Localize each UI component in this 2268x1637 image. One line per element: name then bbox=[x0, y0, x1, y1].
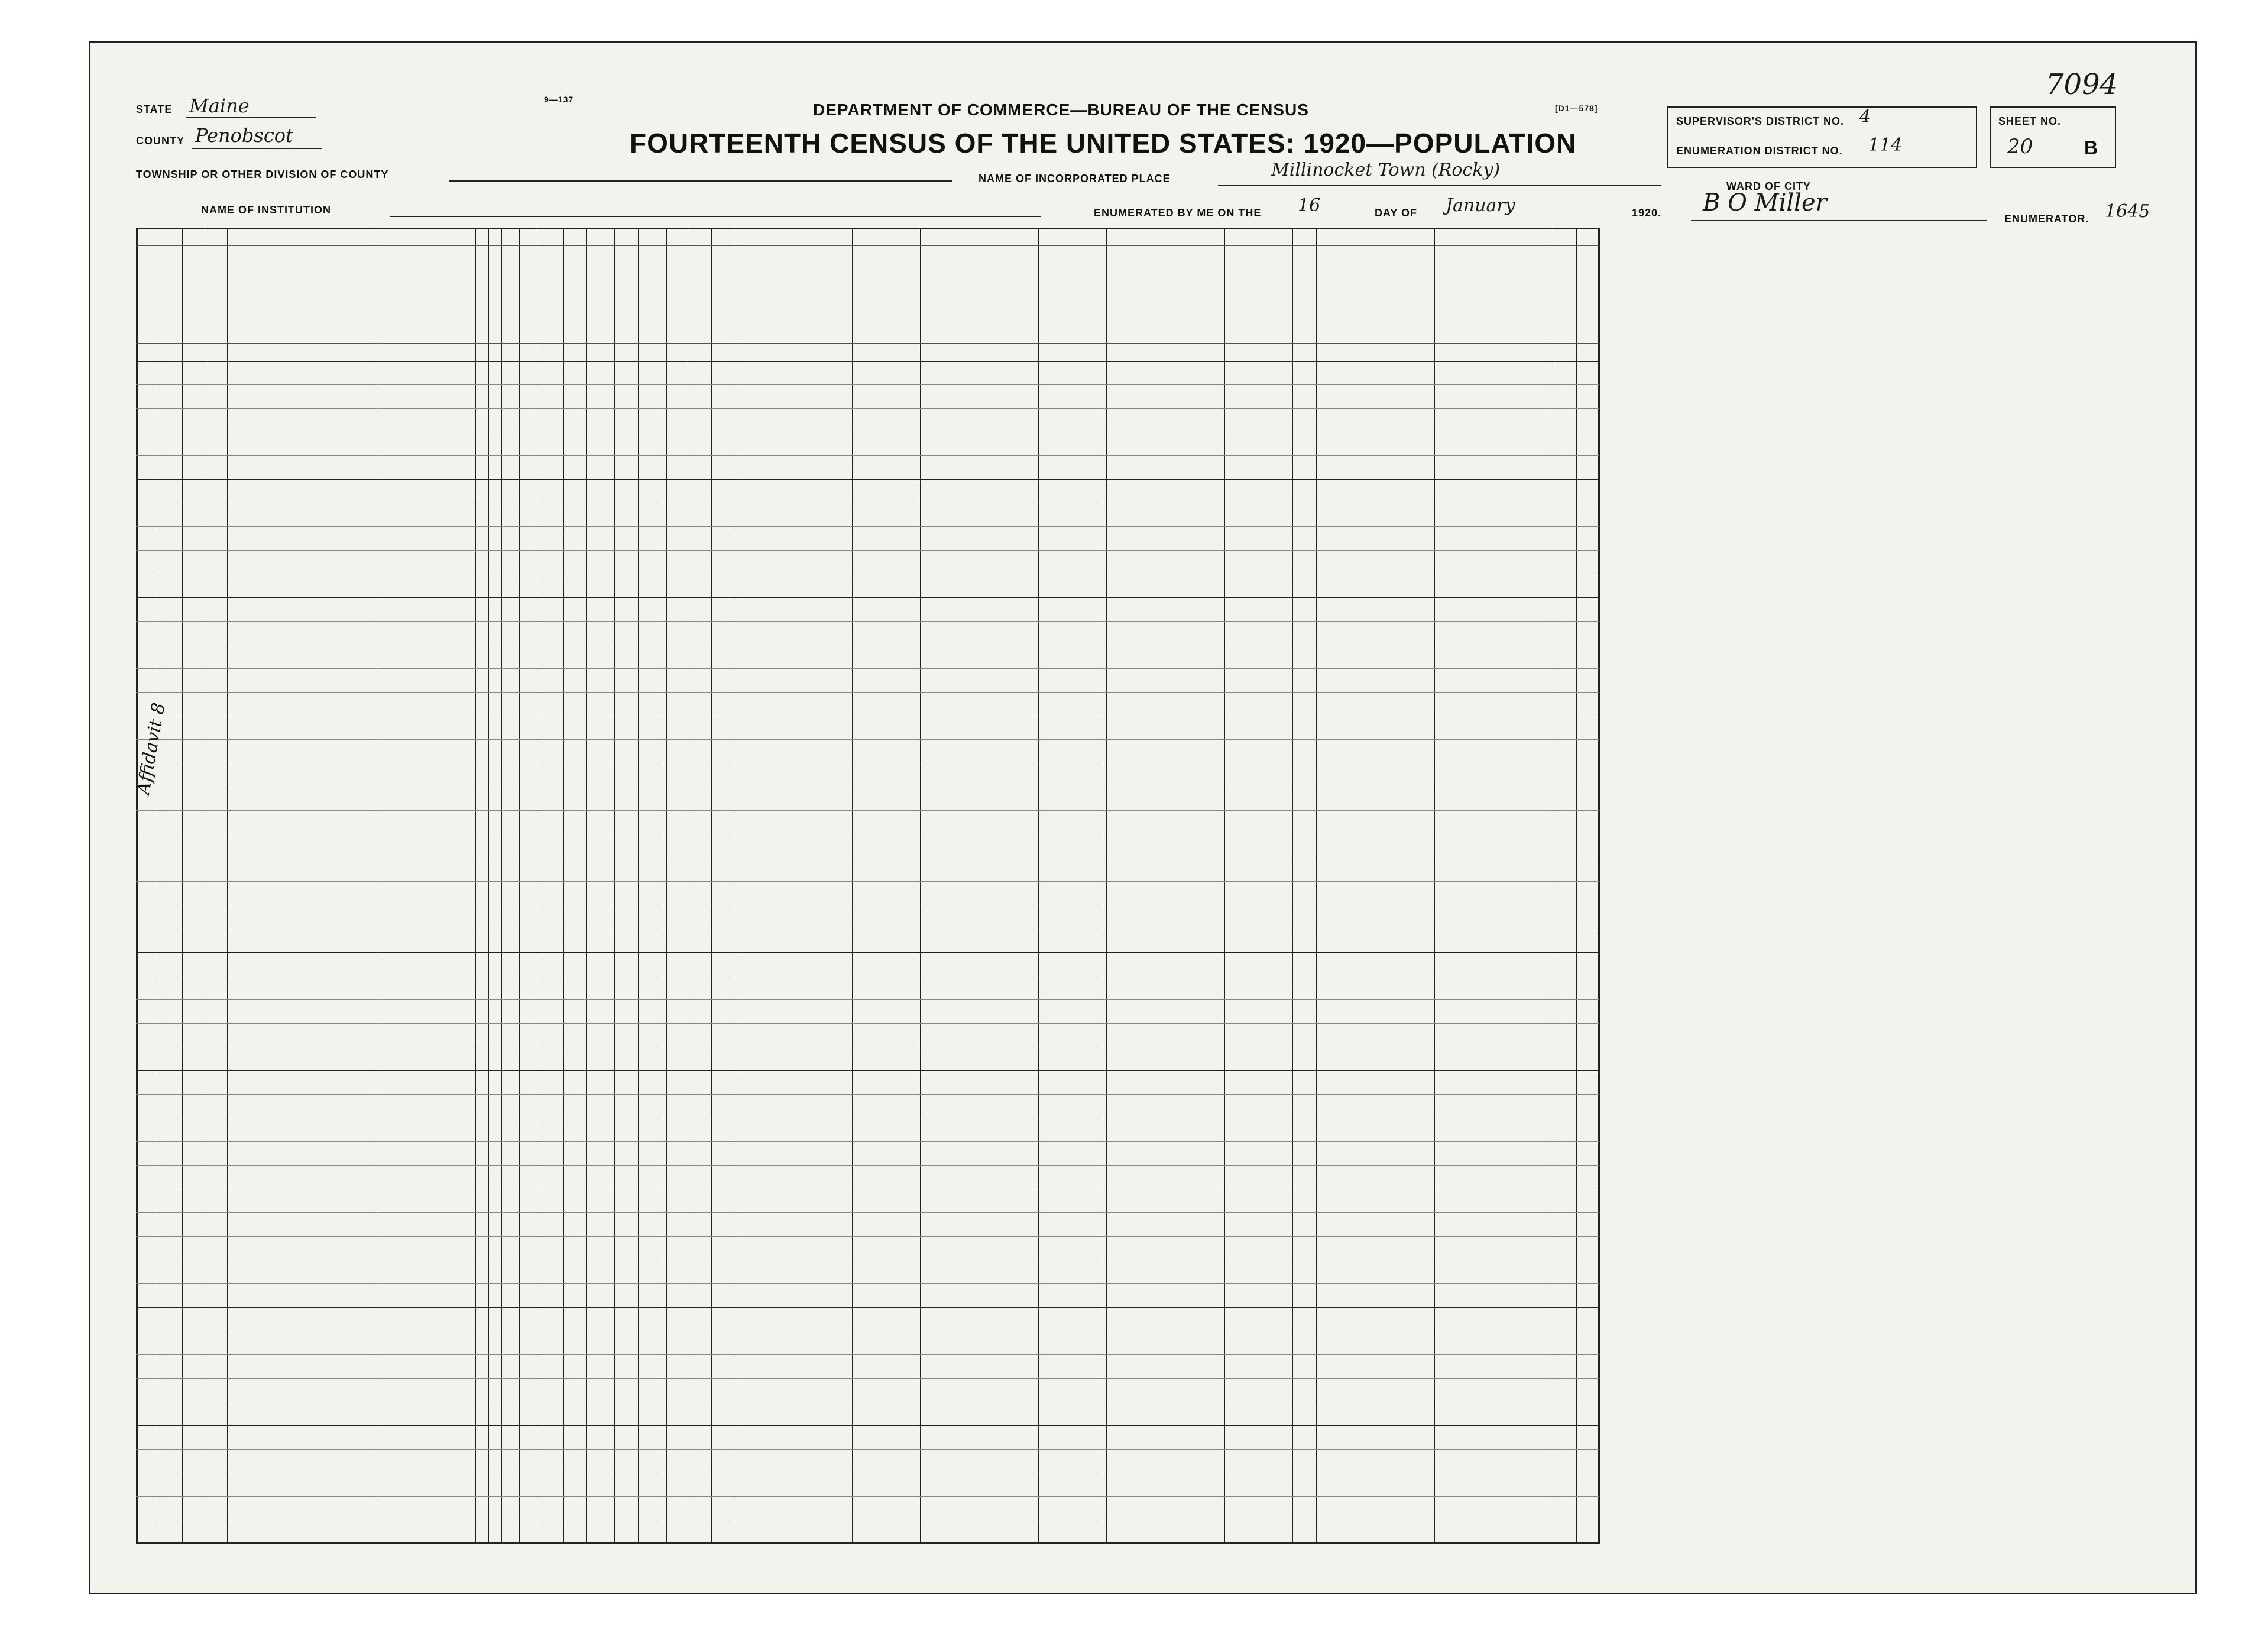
column-header bbox=[1226, 331, 1291, 343]
day-label: DAY OF bbox=[1375, 207, 1418, 219]
census-table bbox=[136, 228, 2111, 1544]
column-rule bbox=[614, 228, 615, 1544]
table-row bbox=[136, 999, 1599, 1000]
supervisor-label: SUPERVISOR'S DISTRICT NO. bbox=[1676, 115, 1844, 127]
column-header bbox=[853, 331, 919, 343]
table-row bbox=[136, 739, 1599, 740]
header-rule bbox=[136, 361, 1599, 362]
column-header bbox=[1577, 263, 1598, 340]
header-rule bbox=[136, 245, 1599, 246]
enumerator-underline bbox=[1691, 220, 1987, 221]
column-header bbox=[206, 263, 226, 340]
sheet-value: 20 bbox=[2007, 135, 2033, 158]
column-header bbox=[565, 263, 585, 340]
column-rule bbox=[136, 228, 138, 1544]
table-row bbox=[136, 1307, 1599, 1308]
column-header bbox=[538, 263, 562, 340]
column-header bbox=[668, 263, 688, 340]
table-row bbox=[136, 1094, 1599, 1095]
column-rule bbox=[920, 228, 921, 1544]
enumerator-label: ENUMERATOR. bbox=[2004, 213, 2089, 225]
table-row bbox=[136, 1496, 1599, 1497]
table-row bbox=[136, 621, 1599, 622]
column-rule bbox=[488, 228, 489, 1544]
column-header bbox=[735, 331, 851, 343]
column-rule bbox=[1434, 228, 1435, 1544]
column-header bbox=[520, 263, 536, 340]
column-rule bbox=[1292, 228, 1293, 1544]
header-rule bbox=[136, 343, 1599, 344]
column-header bbox=[183, 263, 203, 340]
enumerator-signature: B O Miller bbox=[1703, 189, 1827, 216]
table-row bbox=[136, 881, 1599, 882]
column-header bbox=[615, 263, 637, 340]
township-underline bbox=[449, 180, 952, 182]
incorporated-value: Millinocket Town (Rocky) bbox=[1271, 160, 1501, 180]
table-row bbox=[136, 952, 1599, 953]
table-row bbox=[136, 384, 1599, 385]
column-header bbox=[503, 263, 518, 340]
table-row bbox=[136, 479, 1599, 480]
column-rule bbox=[563, 228, 564, 1544]
day-value: 16 bbox=[1298, 195, 1321, 216]
column-rule bbox=[519, 228, 520, 1544]
column-rule bbox=[501, 228, 502, 1544]
column-header bbox=[587, 263, 613, 340]
table-frame bbox=[136, 228, 1599, 1544]
enumerator-code: 1645 bbox=[2105, 201, 2150, 222]
enumeration-label: ENUMERATION DISTRICT NO. bbox=[1676, 145, 1843, 157]
column-header bbox=[690, 263, 710, 340]
column-rule bbox=[852, 228, 853, 1544]
column-header bbox=[1294, 263, 1315, 340]
column-rule bbox=[1224, 228, 1225, 1544]
table-row bbox=[136, 408, 1599, 409]
state-label: STATE bbox=[136, 103, 173, 115]
incorporated-label: NAME OF INCORPORATED PLACE bbox=[979, 173, 1171, 185]
form-number: 9—137 bbox=[544, 95, 574, 104]
column-header bbox=[712, 263, 733, 340]
table-row bbox=[136, 692, 1599, 693]
table-row bbox=[136, 1425, 1599, 1426]
column-rule bbox=[638, 228, 639, 1544]
column-header bbox=[1317, 263, 1433, 340]
column-header bbox=[161, 263, 181, 340]
month-value: January bbox=[1446, 195, 1515, 216]
institution-label: NAME OF INSTITUTION bbox=[201, 204, 331, 216]
sheet-side: B bbox=[2084, 137, 2099, 158]
column-rule bbox=[1599, 228, 1600, 1544]
margin-note: Affidavit 8 bbox=[133, 701, 170, 797]
table-row bbox=[136, 1236, 1599, 1237]
column-rule bbox=[666, 228, 667, 1544]
county-value: Penobscot bbox=[195, 124, 293, 147]
column-rule bbox=[227, 228, 228, 1544]
table-row bbox=[136, 1283, 1599, 1284]
column-header bbox=[639, 263, 665, 340]
table-row bbox=[136, 1141, 1599, 1142]
table-row bbox=[136, 455, 1599, 456]
column-rule bbox=[1576, 228, 1577, 1544]
column-header bbox=[921, 331, 1037, 343]
form-code: [D1—578] bbox=[1555, 103, 1598, 113]
column-rule bbox=[586, 228, 587, 1544]
table-row bbox=[136, 1023, 1599, 1024]
table-row bbox=[136, 597, 1599, 598]
enumeration-value: 114 bbox=[1868, 135, 1903, 156]
table-row bbox=[136, 550, 1599, 551]
township-label: TOWNSHIP OR OTHER DIVISION OF COUNTY bbox=[136, 169, 389, 180]
table-row bbox=[136, 810, 1599, 811]
table-row bbox=[136, 1070, 1599, 1071]
column-header bbox=[228, 263, 377, 340]
state-value: Maine bbox=[189, 95, 250, 117]
column-header bbox=[1107, 331, 1223, 343]
stamp-number: 7094 bbox=[2046, 68, 2118, 101]
column-header bbox=[1436, 263, 1551, 340]
sheet-label: SHEET NO. bbox=[1998, 115, 2062, 127]
column-header bbox=[490, 263, 500, 340]
column-rule bbox=[182, 228, 183, 1544]
column-rule bbox=[711, 228, 712, 1544]
column-rule bbox=[475, 228, 476, 1544]
institution-underline bbox=[390, 216, 1041, 217]
year-value: 1920. bbox=[1632, 207, 1662, 219]
table-row bbox=[136, 526, 1599, 527]
supervisor-value: 4 bbox=[1859, 106, 1871, 127]
column-header bbox=[477, 263, 487, 340]
page-title: FOURTEENTH CENSUS OF THE UNITED STATES: 1920—POPULATION bbox=[630, 128, 1577, 158]
column-rule bbox=[1106, 228, 1107, 1544]
county-label: COUNTY bbox=[136, 135, 184, 147]
table-row bbox=[136, 1165, 1599, 1166]
table-row bbox=[136, 668, 1599, 669]
table-row bbox=[136, 1212, 1599, 1213]
department-title: DEPARTMENT OF COMMERCE—BUREAU OF THE CENSUS bbox=[813, 101, 1309, 119]
column-header bbox=[137, 263, 158, 340]
column-header bbox=[1039, 331, 1105, 343]
ward-label: WARD OF CITY bbox=[1726, 180, 1811, 192]
incorporated-underline bbox=[1218, 185, 1661, 186]
table-row bbox=[136, 1449, 1599, 1450]
column-rule bbox=[1316, 228, 1317, 1544]
enumerated-label: ENUMERATED BY ME ON THE bbox=[1094, 207, 1262, 219]
county-underline bbox=[192, 148, 322, 149]
column-header bbox=[1554, 263, 1575, 340]
column-header bbox=[379, 263, 474, 340]
table-row bbox=[136, 1378, 1599, 1379]
table-row bbox=[136, 1354, 1599, 1355]
state-underline bbox=[186, 117, 316, 118]
column-rule bbox=[1038, 228, 1039, 1544]
